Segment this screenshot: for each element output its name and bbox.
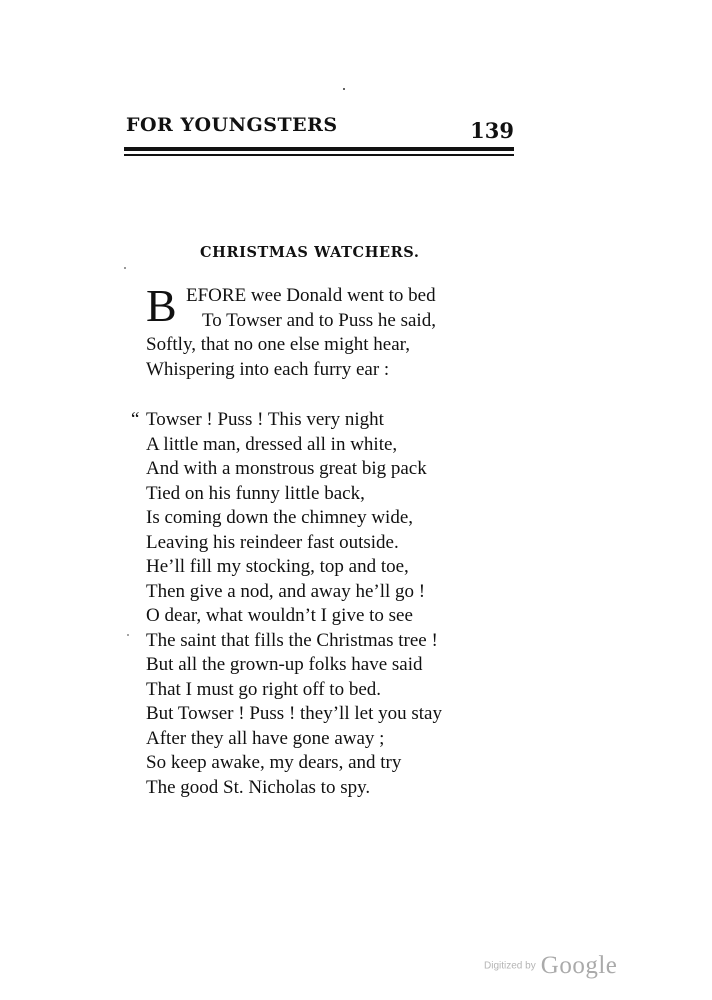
page-number: 139	[470, 118, 514, 143]
poem-line: Whispering into each furry ear :	[146, 358, 390, 380]
opening-quote: “	[131, 409, 140, 430]
watermark-prefix: Digitized by	[484, 960, 536, 972]
google-logo: Google	[540, 952, 618, 979]
ink-speck	[127, 634, 129, 636]
running-head	[126, 114, 516, 144]
header-rule-thick	[124, 147, 514, 151]
stanza-2	[131, 408, 442, 800]
google-watermark	[484, 952, 617, 980]
poem-line: Then give a nod, and away he’ll go !	[146, 580, 426, 602]
poem-line: But Towser ! Puss ! they’ll let you stay	[146, 703, 442, 724]
poem-line: The good St. Nicholas to spy.	[146, 776, 371, 798]
ink-speck	[124, 267, 126, 269]
poem-line: Leaving his reindeer fast outside.	[146, 531, 399, 553]
poem-line: Tied on his funny little back,	[146, 482, 365, 504]
header-rule-thin	[124, 154, 514, 156]
poem-line-text: Towser ! Puss ! This very night	[146, 409, 384, 430]
poem-line: But all the grown-up folks have said	[146, 654, 423, 675]
poem-line	[131, 408, 442, 433]
poem-line-text: EFORE wee Donald went to bed	[186, 285, 436, 306]
poem-line: To Towser and to Puss he said,	[202, 309, 436, 331]
poem-line: After they all have gone away ;	[146, 727, 385, 749]
ink-speck	[343, 88, 345, 90]
running-title: FOR YOUNGSTERS	[126, 114, 338, 136]
poem-line: Softly, that no one else might hear,	[146, 334, 410, 355]
poem-line: So keep awake, my dears, and try	[146, 752, 402, 773]
poem-line: O dear, what wouldn’t I give to see	[146, 605, 413, 626]
poem-line: And with a monstrous great big pack	[146, 458, 427, 479]
poem-line: A little man, dressed all in white,	[146, 433, 398, 455]
poem-line: That I must go right off to bed.	[146, 678, 382, 700]
poem-line: The saint that fills the Christmas tree !	[146, 629, 438, 651]
drop-cap: B	[146, 280, 177, 331]
poem-title: CHRISTMAS WATCHERS.	[200, 244, 420, 261]
poem-line: He’ll fill my stocking, top and toe,	[146, 556, 409, 577]
poem-line: Is coming down the chimney wide,	[146, 507, 414, 528]
stanza-1	[146, 280, 436, 382]
